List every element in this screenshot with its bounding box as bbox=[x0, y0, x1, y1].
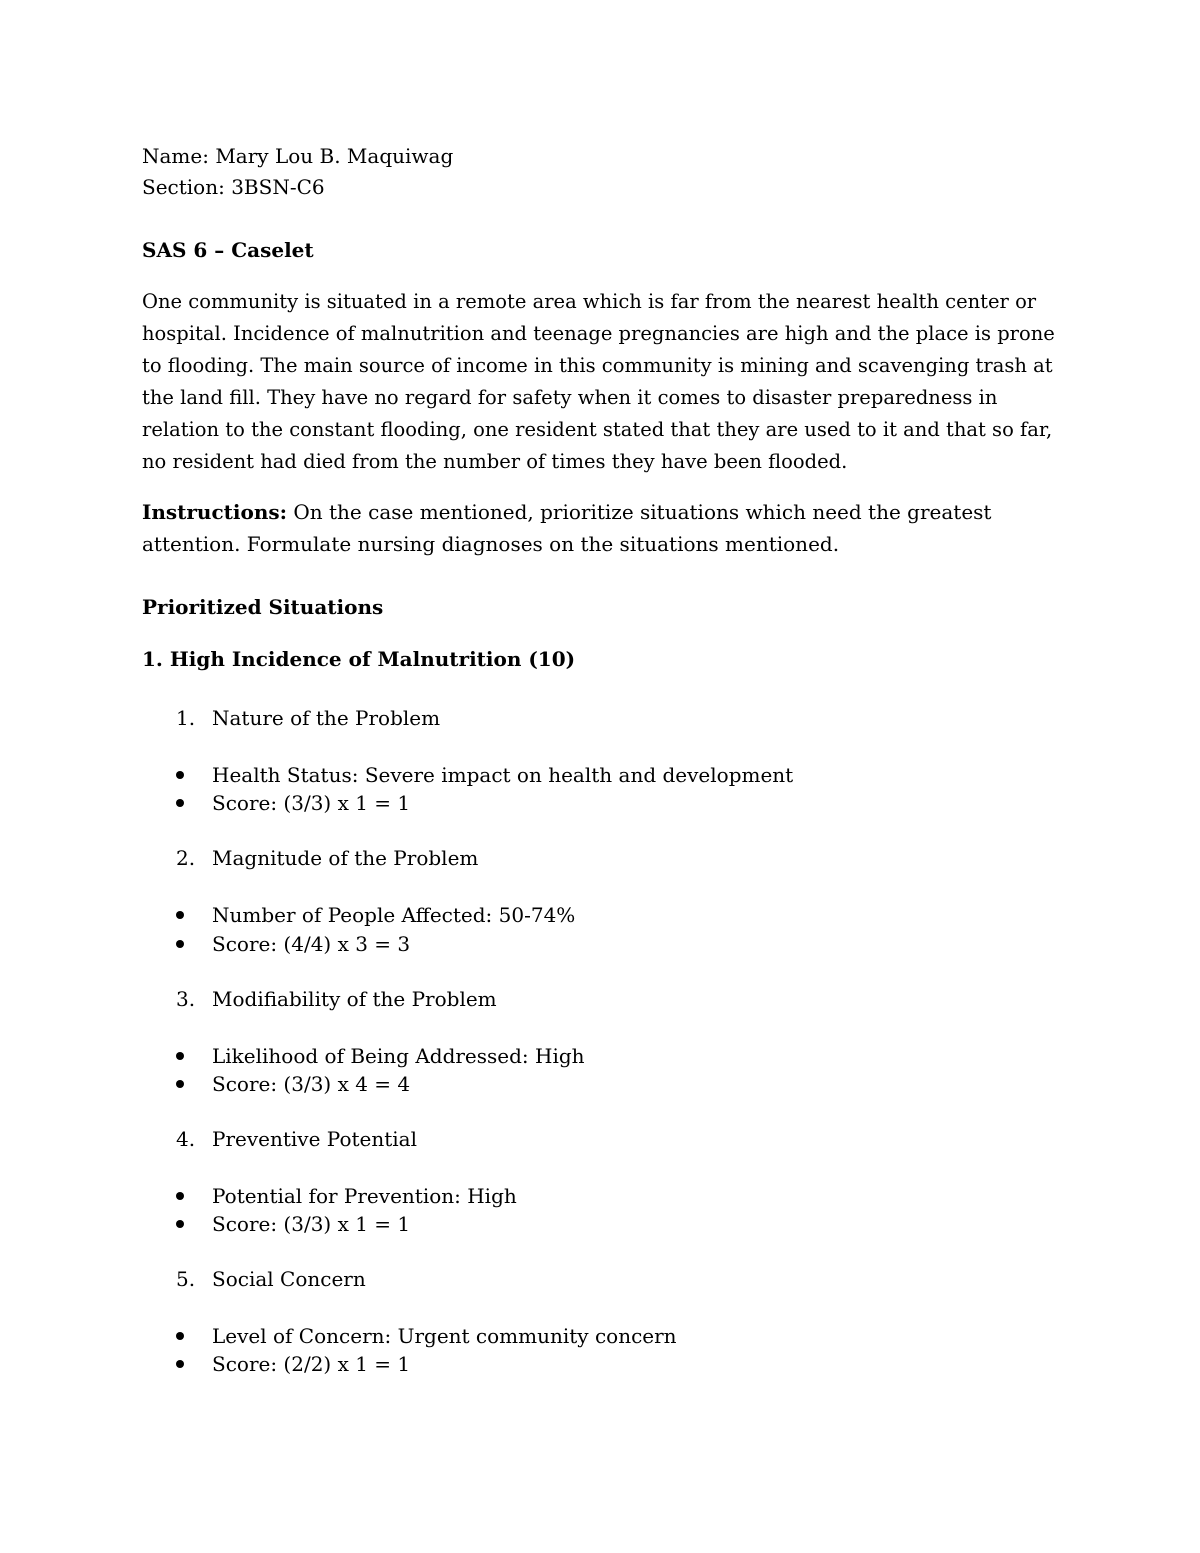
bullet-icon bbox=[176, 911, 184, 919]
case-line: One community is situated in a remote area which is far from the nearest health center or bbox=[142, 290, 1037, 313]
criterion-title: Preventive Potential bbox=[212, 1127, 417, 1151]
criterion-bullet: Likelihood of Being Addressed: High bbox=[212, 1044, 585, 1068]
criterion-bullet: Potential for Prevention: High bbox=[212, 1184, 517, 1208]
criterion-title: Social Concern bbox=[212, 1267, 366, 1291]
criterion-score: Score: (3/3) x 1 = 1 bbox=[212, 1212, 411, 1236]
bullet-icon bbox=[176, 1360, 184, 1368]
bullet-icon bbox=[176, 1080, 184, 1088]
criterion-score: Score: (2/2) x 1 = 1 bbox=[212, 1352, 411, 1376]
bullet-icon bbox=[176, 1052, 184, 1060]
bullet-icon bbox=[176, 799, 184, 807]
criterion-score: Score: (3/3) x 1 = 1 bbox=[212, 791, 411, 815]
situation-heading: 1. High Incidence of Malnutrition (10) bbox=[142, 647, 576, 671]
criterion-number: 2. bbox=[176, 846, 196, 870]
criterion-title: Modifiability of the Problem bbox=[212, 987, 497, 1011]
instructions-label: Instructions: bbox=[142, 500, 288, 524]
case-line: the land fill. They have no regard for safety when it comes to disaster preparedness in bbox=[142, 386, 998, 409]
criterion-bullet: Health Status: Severe impact on health and development bbox=[212, 763, 794, 787]
criterion-bullet: Number of People Affected: 50-74% bbox=[212, 903, 576, 927]
instructions-text: On the case mentioned, prioritize situations which need the greatest bbox=[293, 500, 992, 524]
bullet-icon bbox=[176, 771, 184, 779]
bullet-icon bbox=[176, 1220, 184, 1228]
criterion-score: Score: (4/4) x 3 = 3 bbox=[212, 932, 411, 956]
case-line: relation to the constant flooding, one resident stated that they are used to it and that so far, bbox=[142, 418, 1053, 441]
instructions-line-1 bbox=[142, 496, 991, 528]
document-title: SAS 6 – Caselet bbox=[142, 238, 314, 262]
bullet-icon bbox=[176, 1192, 184, 1200]
criterion-number: 4. bbox=[176, 1127, 196, 1151]
student-section: Section: 3BSN-C6 bbox=[142, 175, 325, 199]
criterion-title: Magnitude of the Problem bbox=[212, 846, 479, 870]
bullet-icon bbox=[176, 940, 184, 948]
criterion-number: 5. bbox=[176, 1267, 196, 1291]
case-line: no resident had died from the number of times they have been flooded. bbox=[142, 450, 848, 473]
criterion-title: Nature of the Problem bbox=[212, 706, 441, 730]
instructions-line-2: attention. Formulate nursing diagnoses on the situations mentioned. bbox=[142, 532, 840, 556]
criterion-number: 3. bbox=[176, 987, 196, 1011]
prioritized-heading: Prioritized Situations bbox=[142, 595, 384, 619]
criterion-score: Score: (3/3) x 4 = 4 bbox=[212, 1072, 411, 1096]
case-line: to flooding. The main source of income in this community is mining and scavenging trash at bbox=[142, 354, 1053, 377]
bullet-icon bbox=[176, 1332, 184, 1340]
case-line: hospital. Incidence of malnutrition and teenage pregnancies are high and the place is prone bbox=[142, 322, 1055, 345]
criterion-bullet: Level of Concern: Urgent community concern bbox=[212, 1324, 677, 1348]
criterion-number: 1. bbox=[176, 706, 196, 730]
student-name: Name: Mary Lou B. Maquiwag bbox=[142, 144, 454, 168]
